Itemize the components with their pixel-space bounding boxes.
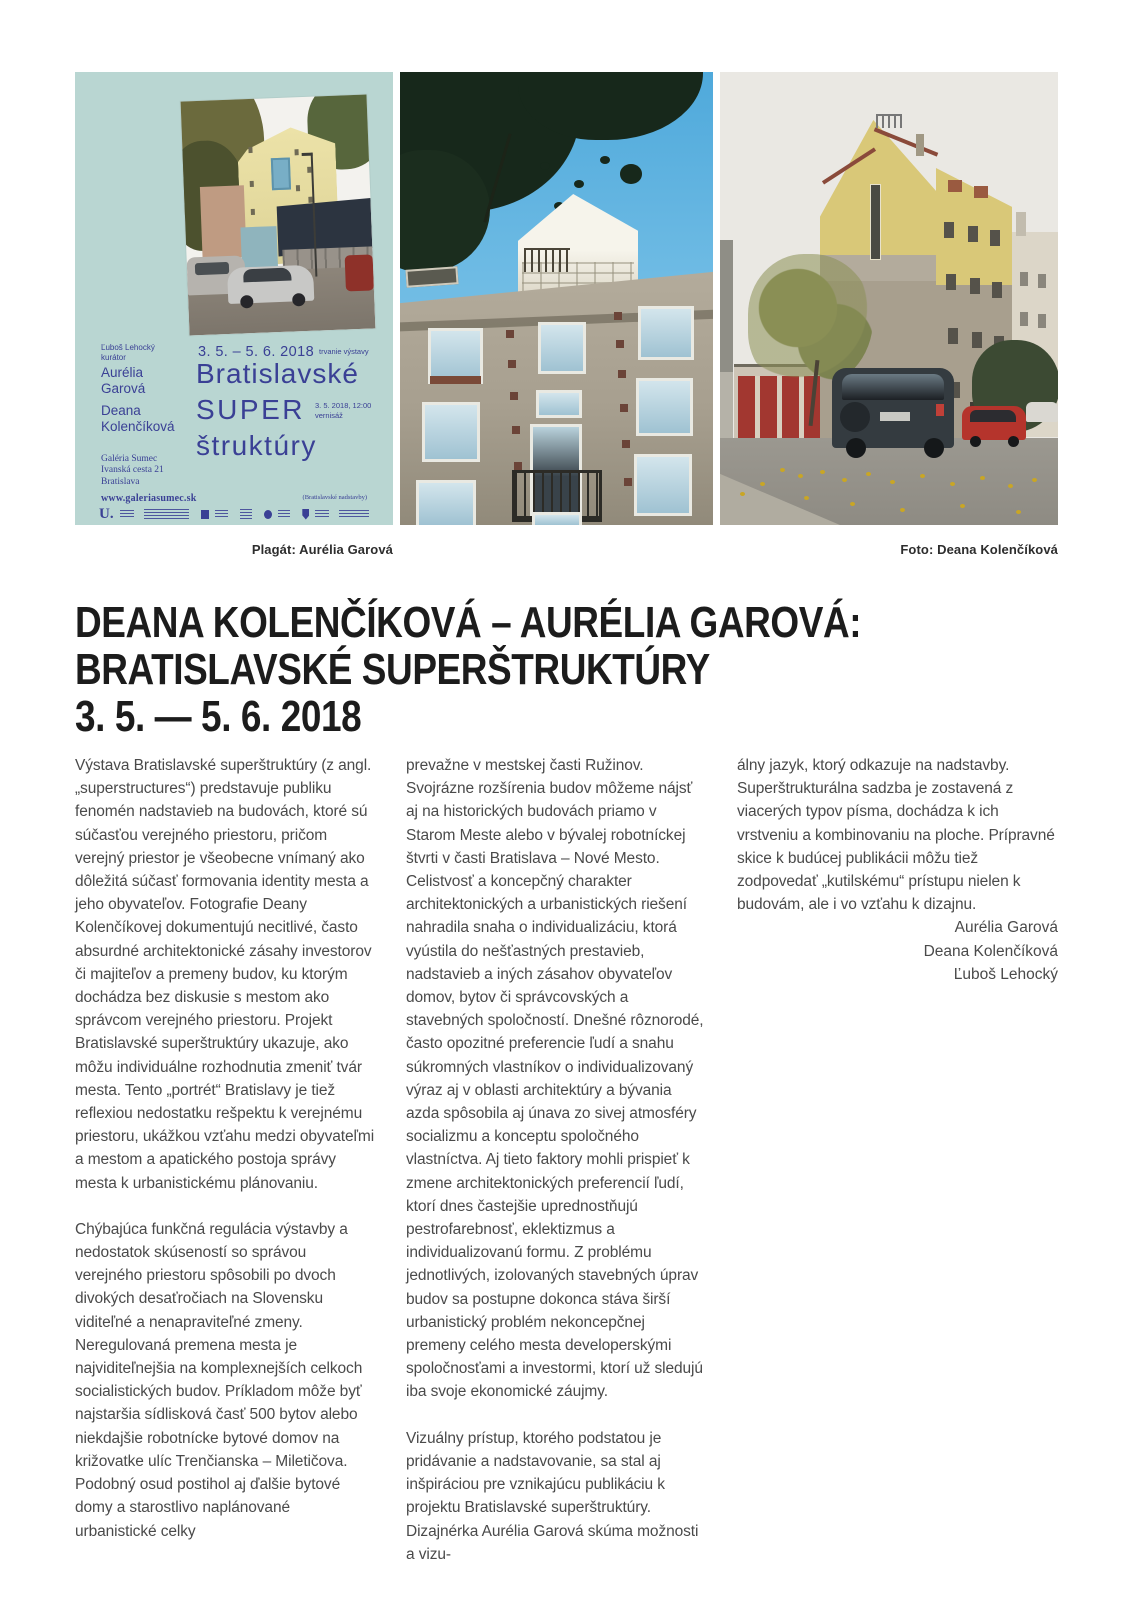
- poster-partner-logos: [99, 506, 369, 522]
- paragraph: Chýbajúca funkčná regulácia výstavby a nedostatok skúseností so správou verejného priestoru spôsobili po dvoch divokých desaťročiach na Slovensku viditeľné a nenapraviteľné zmeny. Neregulovaná premena mesta je najviditeľnejšia na komplexnejších celkoch socialistických budov. Príkladom môže byť najstaršia sídlisková časť 500 bytov alebo niekdajšie robotnícke bytové domov na križovatke ulíc Trenčianska – Miletičova. Podobný osud postihol aj ďalšie bytové domy a starostlivo naplánované urbanistické celky: [75, 1220, 363, 1540]
- suv-car: [832, 368, 954, 460]
- roof-ladder: [876, 114, 902, 128]
- lamp-arm: [302, 153, 313, 156]
- column-1: [75, 754, 375, 1589]
- vent-bricks: [614, 312, 622, 320]
- roof-skylight: [405, 266, 458, 288]
- red-hatchback: [962, 398, 1026, 448]
- van-window: [195, 262, 229, 275]
- poster-vernissage-date: 3. 5. 2018, 12:00: [315, 401, 372, 410]
- window-small: [536, 390, 582, 418]
- partner-logo-text: [278, 510, 290, 519]
- paragraph: Výstava Bratislavské superštruktúry (z angl. „superstructures“) predstavuje publiku fenomén nadstavieb na budovách, ktoré sú súčasťou verejného priestoru, pričom verejný priestor je všeobecne vnímaný ako dôležitá súčasť formovania identity mesta a jeho obyvateľov. Fotografie Deany Kolenčíkovej dokumentujú necitlivé, často absurdné architektonické zásahy investorov či majiteľov a premeny budov, ku ktorým dochádza bez diskusie s mestom ako správcom verejného priestoru. Projekt Bratislavské superštruktúry ukazuje, ako môžu individuálne rozhodnutia zmeniť tvár mesta. Tento „portrét“ Bratislavy je tiež reflexiou nedostatku rešpektu k verejnému priestoru, ukážkou vzťahu medzi obyvateľmi a mestom a apatického postoja správy mesta k urbanistickému plánovaniu.: [75, 757, 375, 1192]
- poster-title-line3: štruktúry: [196, 430, 317, 461]
- article-title: [75, 599, 1011, 740]
- signature-curator: Ľuboš Lehocký: [953, 965, 1058, 983]
- poster-photo: [181, 95, 376, 336]
- partner-logo-text: [240, 509, 252, 520]
- window: [636, 378, 693, 436]
- signature-designer: Aurélia Garová: [954, 919, 1058, 937]
- poster-subtitle-note: (Bratislavské nadstavby): [302, 494, 367, 501]
- building-windows: [248, 147, 252, 153]
- window: [422, 402, 480, 462]
- credits-text: [144, 509, 189, 519]
- far-building-windows: [1020, 272, 1028, 286]
- partner-logo-circle: [264, 510, 272, 519]
- paragraph: álny jazyk, ktorý odkazuje na nadstavby. Superštrukturálna sadzba je zostavená z viacerých typov písma, dochádza k ich vrstveniu a kombinovaniu na ploche. Prípravné skice k budúcej publikácii môžu tiež zodpovedať „kutilskému“ prístupu nielen k budovám, ale i vo vzťahu k dizajnu.: [737, 757, 1055, 914]
- suv-taillight: [936, 404, 944, 416]
- sedan-cabin: [243, 268, 291, 283]
- fund-logo-text: [120, 510, 134, 519]
- article-body: [75, 754, 1058, 1589]
- partner-logo-square: [201, 510, 209, 519]
- suv-spare-wheel: [840, 402, 870, 432]
- poster-gallery-city: Bratislava: [101, 477, 140, 487]
- suv-wheels: [846, 438, 866, 458]
- signature-photographer: Deana Kolenčíková: [923, 942, 1058, 960]
- exhibition-poster: [75, 72, 393, 525]
- window-partial: [532, 512, 582, 525]
- red-car-wheels: [970, 436, 981, 447]
- poster-duration-dates: 3. 5. – 5. 6. 2018: [198, 344, 315, 360]
- suv-rear-window: [842, 374, 944, 400]
- suv-plate: [880, 412, 910, 421]
- photo-street-view: [720, 72, 1058, 525]
- window: [638, 306, 694, 360]
- column-2: [406, 754, 706, 1589]
- window: [416, 480, 476, 525]
- partner-logo-text: [339, 510, 369, 519]
- vent-bricks: [506, 330, 514, 338]
- poster-designer-name: Aurélia Garová: [101, 365, 146, 396]
- fund-logo: U.: [99, 506, 114, 522]
- poster-gallery-name: Galéria Sumec: [101, 454, 158, 464]
- poster-duration-label: trvanie výstavy: [319, 347, 369, 356]
- window-flowerbox: [430, 376, 481, 384]
- gable-tall-window: [870, 184, 881, 260]
- poster-gallery-address: Ivanská cesta 21: [101, 465, 164, 475]
- title-line-dates: 3. 5. — 5. 6. 2018: [75, 692, 362, 741]
- red-car-window: [970, 410, 1016, 422]
- poster-website: www.galeriasumec.sk: [101, 493, 197, 504]
- poster-caption: Plagát: Aurélia Garová: [251, 542, 393, 557]
- leaf-dots: [540, 162, 550, 170]
- superstructure-railing: [524, 248, 570, 272]
- photo-caption: Foto: Deana Kolenčíková: [900, 542, 1058, 557]
- far-building-chimney: [1016, 212, 1026, 236]
- partner-logo-shield: [302, 509, 309, 520]
- photo-strip: [75, 72, 1058, 525]
- poster-vernissage-label: vernisáž: [315, 411, 343, 420]
- white-car: [1026, 402, 1058, 422]
- column-3: [737, 754, 1058, 1589]
- roof-dormers: [948, 180, 962, 192]
- fallen-leaves: [780, 468, 785, 472]
- paragraph: prevažne v mestskej časti Ružinov. Svojrázne rozšírenia budov môžeme nájsť aj na historických budovách priamo v Starom Meste alebo v bývalej robotníckej štvrti v časti Bratislava – Nové Mesto. Celistvosť a koncepčný charakter architektonických a urbanistických riešení nahradila snaha o individualizáciu, ktorá vyústila do nešťastných prestavieb, nadstavieb a iných zásahov obyvateľov domov, bytov či správcovských a stavebných spoločností. Dnešné rôznorodé, často opozitné preferencie ľudí a snahu súkromných vlastníkov o individualizovaný výraz aj v oblasti architektúry a bývania azda spôsobila aj únava zo sivej atmosféry socializmu a konceptu spoločného vlastníctva. Aj tieto faktory mohli prispieť k zmene architektonických preferencií ľudí, ktorí dnes častejšie uprednostňujú pestrofarebnosť, eklektizmus a individualizovanú formu. Z problému jednotlivých, izolovaných stavebných úprav budov sa postupne dokonca stáva širší urbanistický problém nekoncepčnej premeny celého mesta developerskými spoločnosťami a investormi, ktorí už sledujú iba svoje ekonomické záujmy.: [406, 757, 704, 1401]
- poster-title-line1: Bratislavské: [196, 358, 359, 389]
- photo-building-facade: [400, 72, 713, 525]
- bay-window: [271, 158, 291, 191]
- pink-building: [200, 185, 247, 259]
- partner-logo-text: [215, 510, 228, 519]
- poster-curator-name: Ľuboš Lehocký: [101, 343, 155, 352]
- paragraph: Vizuálny prístup, ktorého podstatou je pridávanie a nadstavovanie, sa stal aj inšpiráciou pre vznikajúcu publikáciu k projektu Bratislavské superštruktúry. Dizajnérka Aurélia Garová skúma možnosti a vizu-: [406, 1429, 699, 1563]
- chimney: [916, 134, 924, 156]
- side-windows: [944, 222, 954, 238]
- title-line-exhibition: BRATISLAVSKÉ SUPERŠTRUKTÚRY: [75, 645, 710, 694]
- title-line-authors: DEANA KOLENČÍKOVÁ – AURÉLIA GAROVÁ:: [75, 598, 862, 647]
- window: [634, 454, 692, 516]
- red-car: [345, 254, 374, 291]
- window: [538, 322, 586, 374]
- partner-logo-text: [315, 510, 329, 519]
- poster-curator-role: kurátor: [101, 353, 126, 362]
- poster-photographer-name: Deana Kolenčíková: [101, 403, 175, 434]
- poster-title-line2: SUPER: [196, 394, 305, 425]
